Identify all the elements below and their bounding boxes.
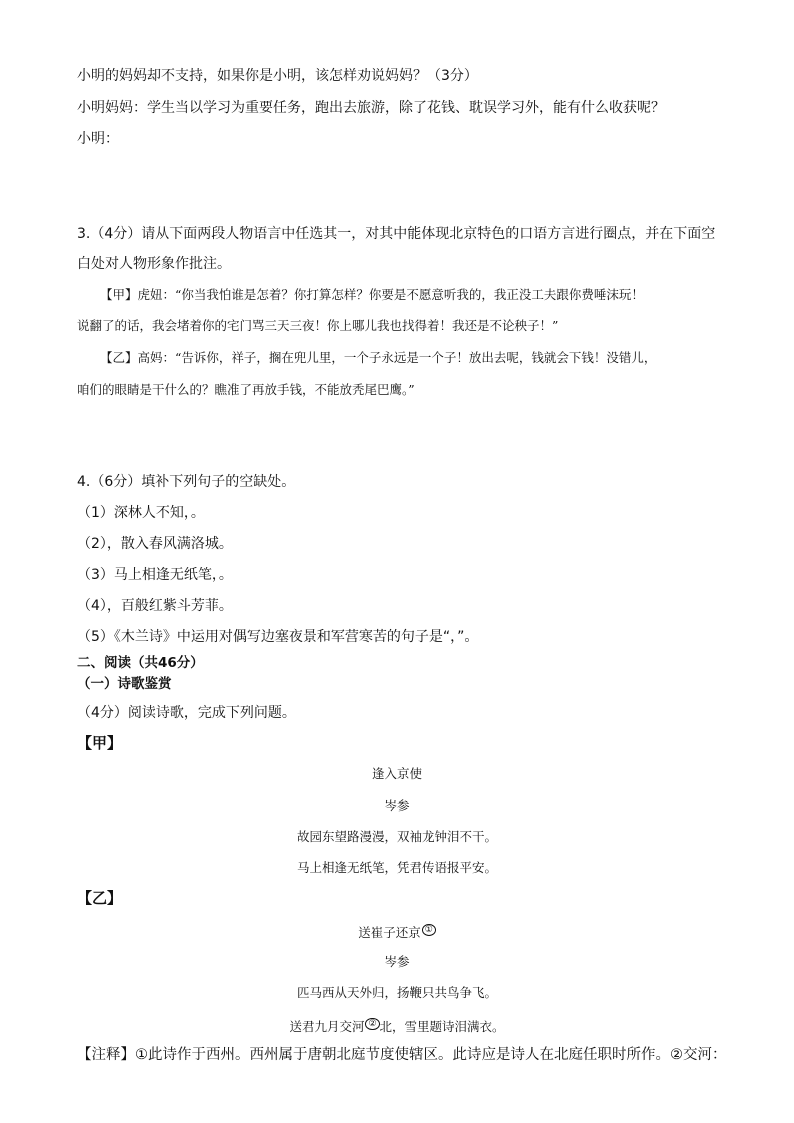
blank-1: （1）深林人不知，。 — [77, 505, 205, 521]
poem-jia-label: 【甲】 — [77, 734, 123, 752]
dialogue-xiaoming: 小明： — [77, 131, 119, 147]
passage-jia-line1: 【甲】虎妞：“你当我怕谁是怎着？你打算怎样？你要是不愿意听我的，我正没工夫跟你费唾沫玩！ — [100, 287, 644, 302]
blank-5: （5）《木兰诗》中运用对偶写边塞夜景和军营寒苦的句子是“，”。 — [77, 629, 479, 645]
footnote-marker: ① — [422, 924, 436, 936]
passage-yi-line2: 咱们的眼睛是干什么的？瞧准了再放手钱，不能放秃尾巴鹰。” — [77, 382, 415, 397]
question-4: 4.（6分）填补下列句子的空缺处。 — [77, 474, 296, 490]
poem-intro: （4分）阅读诗歌，完成下列问题。 — [77, 705, 296, 721]
question-text: 小明的妈妈却不支持，如果你是小明，该怎样劝说妈妈？（3分） — [77, 68, 478, 84]
poem1-author: 岑参 — [384, 798, 410, 813]
footnote-marker: ② — [365, 1018, 379, 1030]
poem2-author: 岑参 — [384, 954, 410, 969]
poem-yi-label: 【乙】 — [77, 889, 123, 907]
poem1-line1: 故园东望路漫漫，双袖龙钟泪不干。 — [296, 829, 497, 844]
poem2-line1: 匹马西从天外归，扬鞭只共鸟争飞。 — [296, 985, 497, 1000]
poem2-title-text: 送崔子还京 — [358, 925, 421, 941]
dialogue-mother: 小明妈妈：学生当以学习为重要任务，跑出去旅游，除了花钱、耽误学习外，能有什么收获呢？ — [77, 100, 665, 116]
poem1-line2: 马上相逢无纸笔，凭君传语报平安。 — [296, 860, 497, 875]
blank-2: （2），散入春风满洛城。 — [77, 536, 233, 552]
blank-4: （4），百般红紫斗芳菲。 — [77, 598, 233, 614]
poem1-title: 逢入京使 — [371, 766, 422, 781]
question-3-cont: 白处对人物形象作批注。 — [77, 256, 231, 272]
poem2-line2-part1: 送君九月交河 — [289, 1019, 365, 1035]
passage-jia-line2: 说翻了的话，我会堵着你的宅门骂三天三夜！你上哪儿我也找得着！我还是不论秧子！” — [77, 318, 559, 333]
poem2-line2 — [0, 1014, 794, 1037]
blank-3: （3）马上相逢无纸笔，。 — [77, 567, 233, 583]
annotation: 【注释】①此诗作于西州。西州属于唐朝北庭节度使辖区。此诗应是诗人在北庭任职时所作。②交河： — [77, 1047, 727, 1063]
passage-yi-line1: 【乙】高妈：“告诉你，祥子，搁在兜儿里，一个子永远是一个子！放出去呢，钱就会下钱！没错儿， — [100, 350, 657, 365]
question-3: 3.（4分）请从下面两段人物语言中任选其一，对其中能体现北京特色的口语方言进行圈点，并在下面空 — [77, 226, 716, 242]
poem2-title — [0, 920, 794, 943]
subsection-heading: （一）诗歌鉴赏 — [77, 676, 172, 692]
section-heading: 二、阅读（共46分） — [77, 655, 204, 671]
poem2-line2-part2: 北，雪里题诗泪满衣。 — [379, 1019, 505, 1035]
